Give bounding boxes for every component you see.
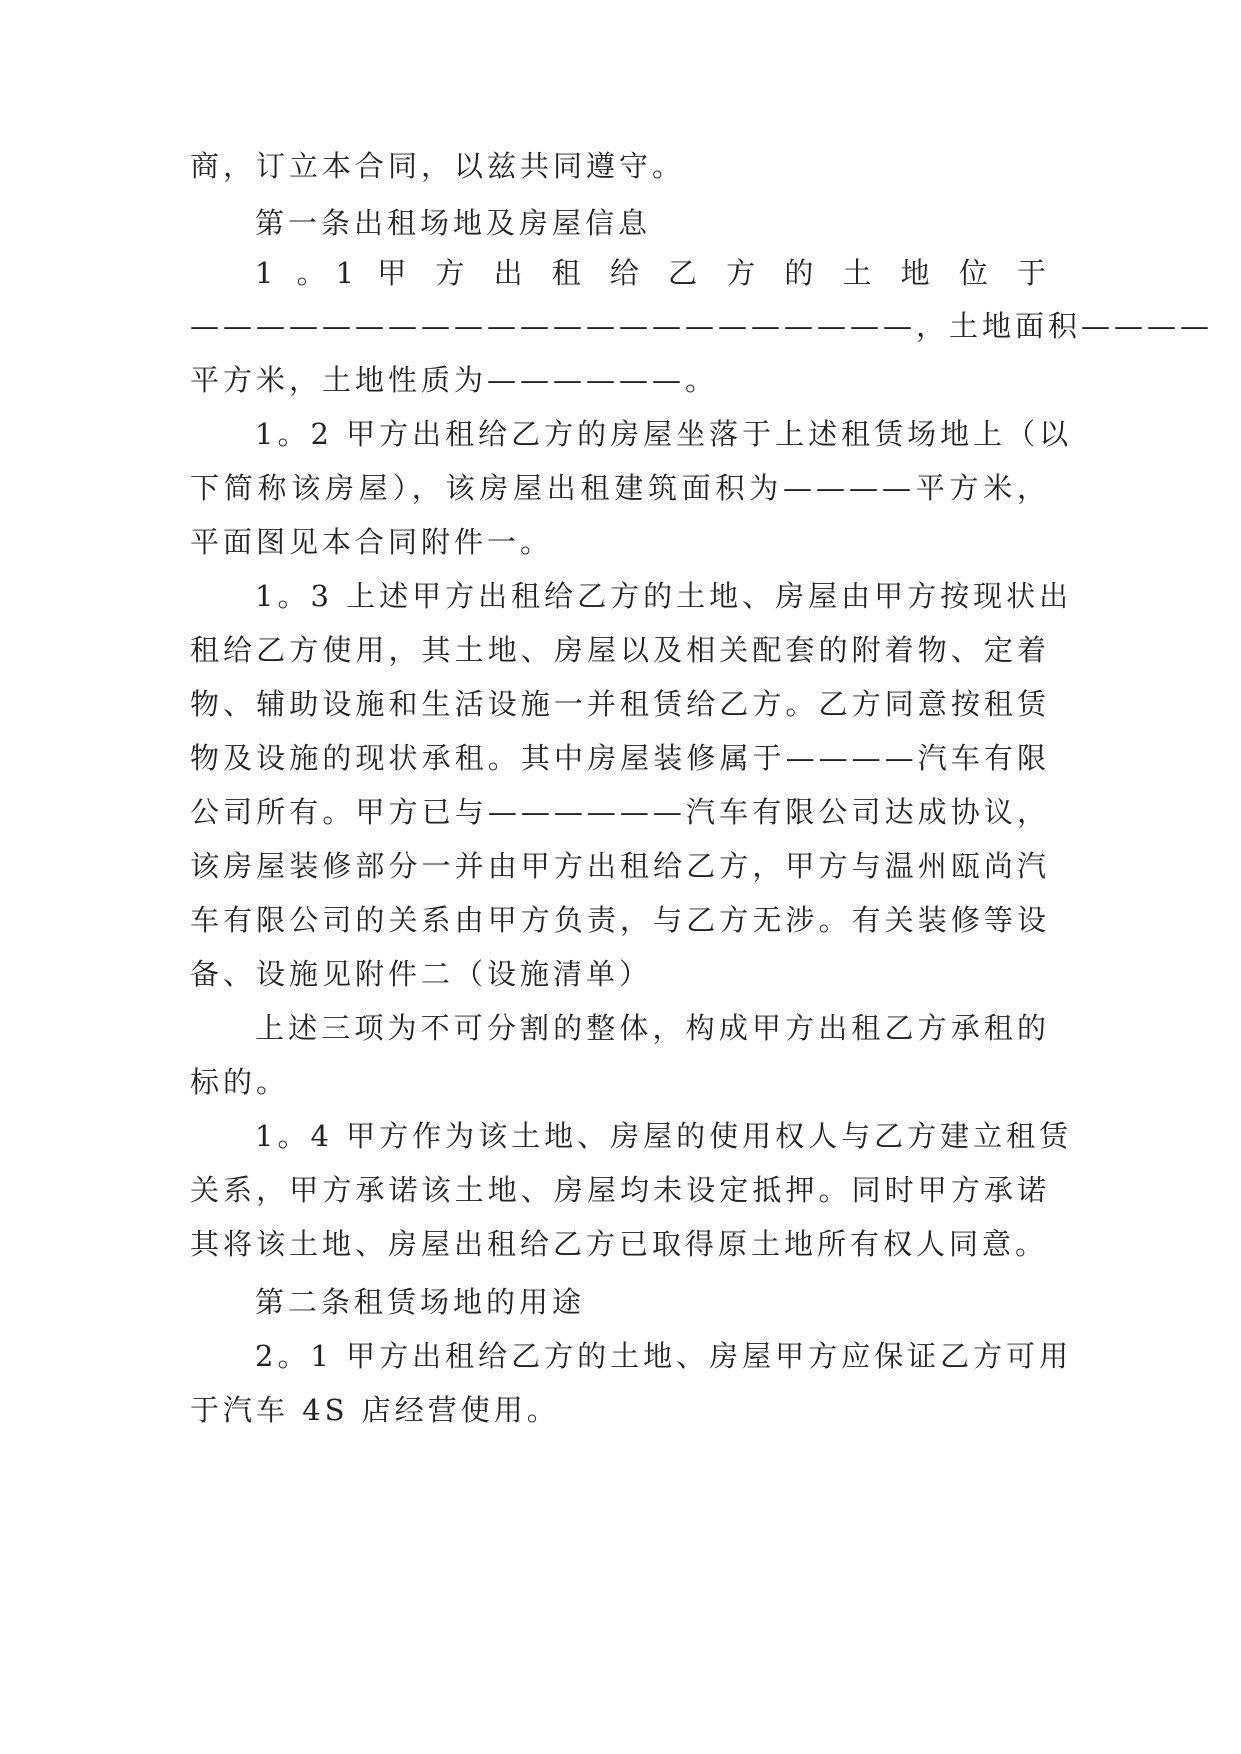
paragraph-line: 2。1 甲方出租给乙方的土地、房屋甲方应保证乙方可用: [255, 1339, 1073, 1373]
paragraph-line: 其将该土地、房屋出租给乙方已取得原土地所有权人同意。: [190, 1227, 1049, 1261]
section-heading: 第一条出租场地及房屋信息: [255, 206, 652, 240]
paragraph-line: 平面图见本合同附件一。: [190, 525, 554, 559]
paragraph-line: 公司所有。甲方已与——————汽车有限公司达成协议，: [190, 795, 1050, 829]
paragraph-line: 商，订立本合同，以兹共同遵守。: [190, 149, 686, 183]
paragraph-line: 标的。: [190, 1065, 290, 1099]
paragraph-line: 1。4 甲方作为该土地、房屋的使用权人与乙方建立租赁: [255, 1119, 1073, 1153]
paragraph-line: 1。2 甲方出租给乙方的房屋坐落于上述租赁场地上（以: [255, 417, 1073, 451]
paragraph-line: 物及设施的现状承租。其中房屋装修属于————汽车有限: [190, 741, 1050, 775]
paragraph-line: 上述三项为不可分割的整体，构成甲方出租乙方承租的: [255, 1011, 1050, 1045]
paragraph-line: 下简称该房屋），该房屋出租建筑面积为————平方米，: [190, 471, 1050, 505]
paragraph-line: 于汽车 4S 店经营使用。: [190, 1393, 560, 1427]
paragraph-line: ——————————————————————，土地面积————: [190, 309, 1214, 343]
paragraph-line: 物、辅助设施和生活设施一并租赁给乙方。乙方同意按租赁: [190, 687, 1050, 721]
section-heading: 第二条租赁场地的用途: [255, 1285, 586, 1319]
paragraph-line: 平方米，土地性质为——————。: [190, 363, 719, 397]
paragraph-line: 车有限公司的关系由甲方负责，与乙方无涉。有关装修等设: [190, 903, 1050, 937]
paragraph-line: 关系，甲方承诺该土地、房屋均未设定抵押。同时甲方承诺: [190, 1173, 1050, 1207]
paragraph-line: 1。3 上述甲方出租给乙方的土地、房屋由甲方按现状出: [255, 579, 1073, 613]
paragraph-line: 备、设施见附件二（设施清单）: [190, 957, 653, 991]
paragraph-line: 租给乙方使用，其土地、房屋以及相关配套的附着物、定着: [190, 633, 1050, 667]
paragraph-line: 该房屋装修部分一并由甲方出租给乙方，甲方与温州瓯尚汽: [190, 849, 1050, 883]
paragraph-line: 1 。1 甲 方 出 租 给 乙 方 的 土 地 位 于: [255, 256, 1050, 290]
